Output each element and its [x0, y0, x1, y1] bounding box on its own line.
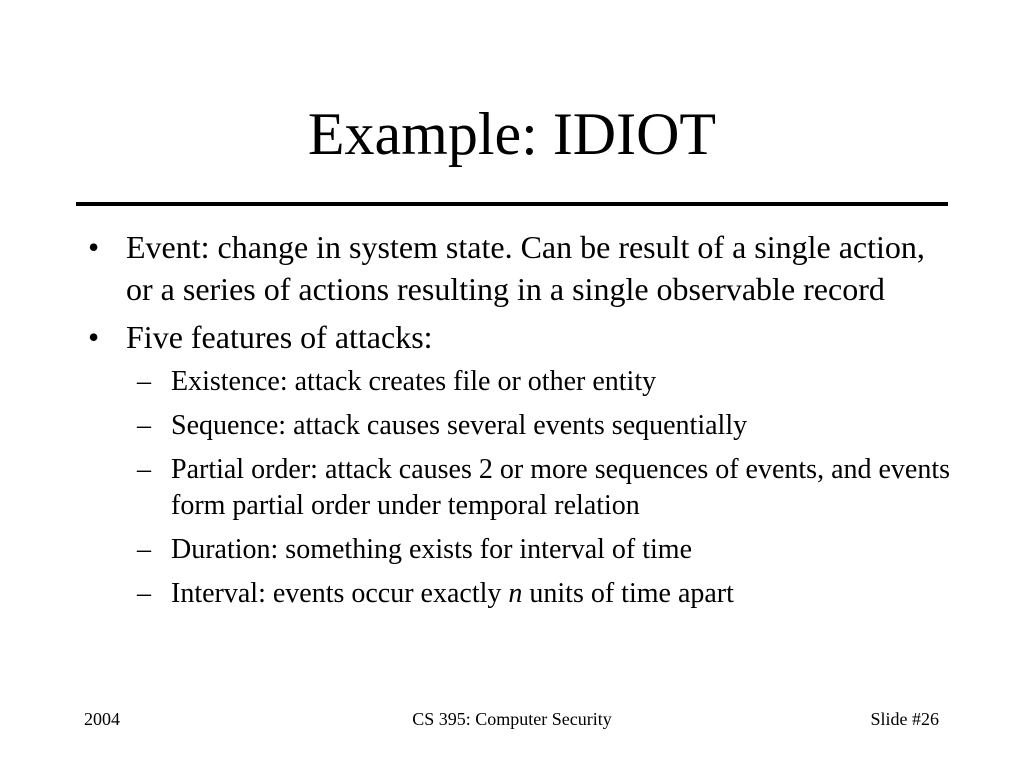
sub-bullet-text: Partial order: attack causes 2 or more sequences of events, and events form partial order under temporal relation: [171, 454, 951, 521]
bullet-item: [82, 316, 952, 358]
sub-bullet-text: [171, 578, 734, 609]
dash-marker: –: [137, 366, 151, 397]
sub-bullet-text-part: Interval: events occur exactly: [171, 578, 509, 609]
sub-bullet-text: Existence: attack creates file or other entity: [171, 366, 657, 397]
dash-marker: –: [137, 410, 151, 441]
sub-bullet-item: [82, 452, 952, 524]
bullet-item: [82, 226, 952, 310]
bullet-marker: •: [88, 319, 100, 355]
sub-bullet-item: [82, 532, 952, 568]
sub-bullet-text-part: units of time apart: [522, 578, 734, 609]
sub-bullet-text: Duration: something exists for interval of time: [171, 534, 693, 565]
bullet-text: Event: change in system state. Can be result of a single action, or a series of actions resulting in a single observable record: [126, 229, 925, 307]
dash-marker: –: [137, 454, 151, 485]
sub-bullet-item: [82, 408, 952, 444]
sub-bullet-text: Sequence: attack causes several events sequentially: [171, 410, 748, 441]
footer-slide-number: Slide #26: [870, 709, 939, 729]
sub-bullet-item: [82, 576, 952, 612]
slide-title: Example: IDIOT: [307, 101, 717, 167]
title-divider: [76, 202, 948, 206]
footer-course: CS 395: Computer Security: [412, 709, 612, 729]
sub-bullet-item: [82, 364, 952, 400]
dash-marker: –: [137, 578, 151, 609]
footer-year: 2004: [84, 709, 120, 729]
slide-body: [82, 226, 952, 620]
bullet-text: Five features of attacks:: [126, 319, 433, 355]
bullet-marker: •: [88, 229, 100, 265]
dash-marker: –: [137, 534, 151, 565]
sub-bullet-italic-variable: n: [508, 578, 523, 609]
